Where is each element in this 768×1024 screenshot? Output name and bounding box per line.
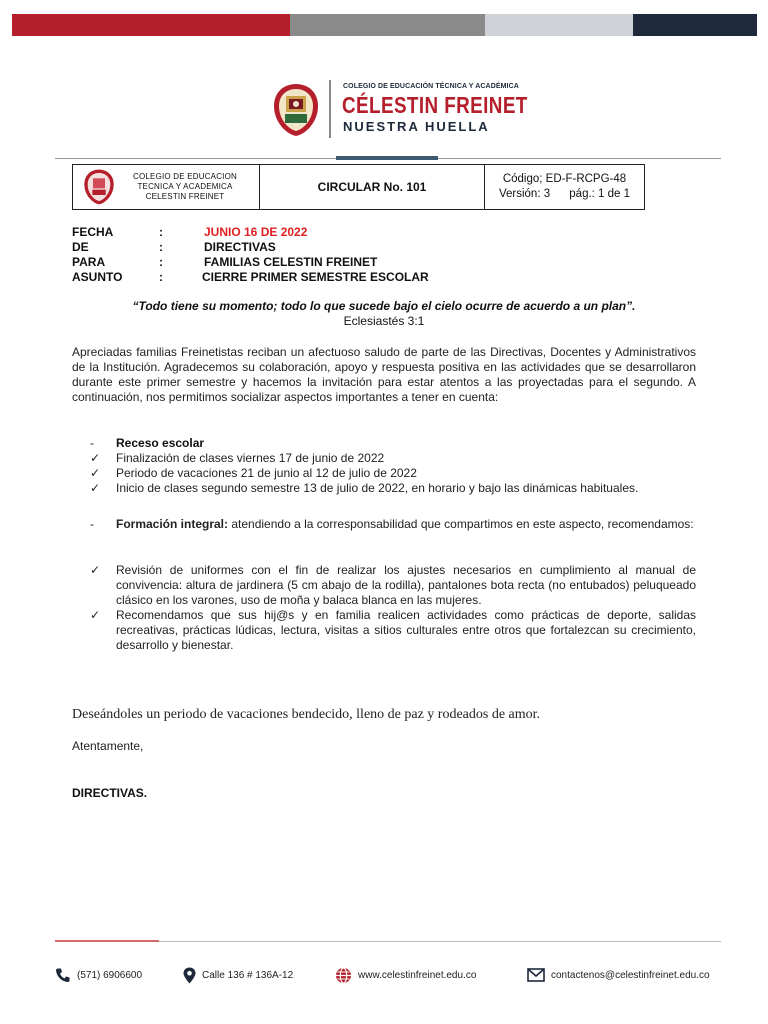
check-icon: ✓ bbox=[90, 466, 101, 480]
list-item bbox=[90, 481, 696, 496]
check-icon: ✓ bbox=[90, 608, 101, 622]
dash-bullet: - bbox=[90, 436, 94, 450]
bible-quote: “Todo tiene su momento; todo lo que sucede bajo el cielo ocurre de acuerdo a un plan”. bbox=[132, 299, 636, 313]
list-item-text: Finalización de clases viernes 17 de junio de 2022 bbox=[116, 451, 385, 465]
header-school-name bbox=[115, 172, 259, 202]
location-pin-icon bbox=[183, 967, 196, 984]
footer-website-text: www.celestinfreinet.edu.co bbox=[358, 969, 477, 981]
check-icon: ✓ bbox=[90, 481, 101, 495]
signature: DIRECTIVAS. bbox=[72, 786, 148, 800]
list-item-text: Recomendamos que sus hij@s y en familia realicen actividades como prácticas de deporte, salidas recreativas, prácticas lúdicas, lectura, visitas a sitios culturales entre otros que fortalezcan su crecimiento, desarrollo y bienestar. bbox=[116, 608, 696, 652]
list-item-text: Inicio de clases segundo semestre 13 de julio de 2022, en horario y bajo las dinámicas habituales. bbox=[116, 481, 639, 495]
meta-from-value: DIRECTIVAS bbox=[204, 240, 276, 254]
list-item-text: Revisión de uniformes con el fin de realizar los ajustes necesarios en cumplimiento al manual de convivencia: altura de jardinera (5 cm abajo de la rodilla), pantalones bota recta (no entubados) peluqueado clásico en los varones, uso de moña y balaca blanca en las mujeres. bbox=[116, 563, 696, 607]
formacion-list bbox=[90, 563, 696, 653]
header-school-cell bbox=[73, 165, 260, 210]
meta-key: ASUNTO bbox=[72, 270, 123, 284]
logo-motto: NUESTRA HUELLA bbox=[343, 119, 490, 134]
dash-bullet: - bbox=[90, 517, 94, 531]
section-formacion-text: atendiendo a la corresponsabilidad que compartimos en este aspecto, recomendamos: bbox=[228, 517, 694, 531]
footer-email-text: contactenos@celestinfreinet.edu.co bbox=[551, 969, 710, 981]
meta-colon: : bbox=[159, 225, 163, 239]
footer-address bbox=[183, 966, 293, 984]
check-icon: ✓ bbox=[90, 451, 101, 465]
meta-colon: : bbox=[159, 255, 163, 269]
logo-divider bbox=[329, 80, 331, 138]
farewell-message: Deseándoles un periodo de vacaciones bendecido, lleno de paz y rodeados de amor. bbox=[72, 707, 541, 722]
closing-salutation: Atentamente, bbox=[72, 739, 144, 753]
document-code: Código; ED-F-RCPG-48 bbox=[502, 173, 627, 185]
bible-quote-reference: Eclesiastés 3:1 bbox=[343, 314, 425, 328]
footer-phone-text: (571) 6906600 bbox=[77, 969, 143, 981]
top-band-gray bbox=[290, 14, 485, 36]
meta-to-value: FAMILIAS CELESTIN FREINET bbox=[204, 255, 378, 269]
top-band-light bbox=[485, 14, 633, 36]
receso-list bbox=[90, 451, 696, 496]
meta-colon: : bbox=[159, 270, 163, 284]
list-item bbox=[90, 466, 696, 481]
header-school-line1: COLEGIO DE EDUCACION bbox=[132, 172, 237, 181]
section-formacion bbox=[90, 517, 696, 532]
meta-key: FECHA bbox=[72, 225, 114, 239]
globe-icon bbox=[335, 967, 352, 984]
footer-website[interactable] bbox=[335, 966, 476, 984]
check-icon: ✓ bbox=[90, 563, 101, 577]
logo-school-name: CÉLESTIN FREINET bbox=[342, 92, 528, 118]
header-rule-accent bbox=[336, 156, 438, 160]
top-band-navy bbox=[633, 14, 757, 36]
footer-email[interactable] bbox=[527, 966, 710, 984]
meta-date-value: JUNIO 16 DE 2022 bbox=[204, 225, 308, 239]
meta-colon: : bbox=[159, 240, 163, 254]
footer-phone[interactable] bbox=[55, 966, 142, 984]
logo-school-type: COLEGIO DE EDUCACIÓN TÉCNICA Y ACADÉMICA bbox=[343, 83, 519, 90]
meta-subject-value: CIERRE PRIMER SEMESTRE ESCOLAR bbox=[202, 270, 429, 284]
list-item bbox=[90, 563, 696, 608]
meta-key: DE bbox=[72, 240, 89, 254]
circular-header-table bbox=[72, 164, 645, 210]
section-formacion-heading: Formación integral: bbox=[116, 517, 229, 531]
school-logo bbox=[272, 78, 528, 142]
envelope-icon bbox=[527, 968, 545, 982]
header-school-line3: CELESTIN FREINET bbox=[145, 192, 225, 201]
footer-address-text: Calle 136 # 136A-12 bbox=[202, 969, 294, 981]
list-item bbox=[90, 608, 696, 653]
document-version: Versión: 3 pág.: 1 de 1 bbox=[498, 188, 631, 200]
section-receso-title bbox=[90, 436, 204, 451]
school-seal-icon bbox=[83, 168, 115, 206]
footer-rule-accent bbox=[55, 940, 159, 942]
top-band-red bbox=[12, 14, 290, 36]
circular-title: CIRCULAR No. 101 bbox=[260, 165, 485, 210]
school-seal-icon bbox=[272, 82, 320, 138]
intro-paragraph: Apreciadas familias Freinetistas reciban un afectuoso saludo de parte de las Directivas, Docentes y Administrativos de la Institución. Agradecemos su colaboración, apoyo y respuesta positiva en las actividades que se desarrollaron durante este primer semestre y hacemos la invitación para estar atentos a las proyectadas para el segundo. A continuación, nos permitimos socializar aspectos importantes a tener en cuenta: bbox=[72, 345, 696, 404]
list-item-text: Periodo de vacaciones 21 de junio al 12 de julio de 2022 bbox=[116, 466, 417, 480]
document-code-cell bbox=[485, 165, 645, 210]
phone-icon bbox=[55, 967, 71, 983]
header-school-line2: TECNICA Y ACADEMICA bbox=[137, 182, 233, 191]
meta-key: PARA bbox=[72, 255, 106, 269]
list-item bbox=[90, 451, 696, 466]
section-receso-heading: Receso escolar bbox=[116, 436, 205, 450]
